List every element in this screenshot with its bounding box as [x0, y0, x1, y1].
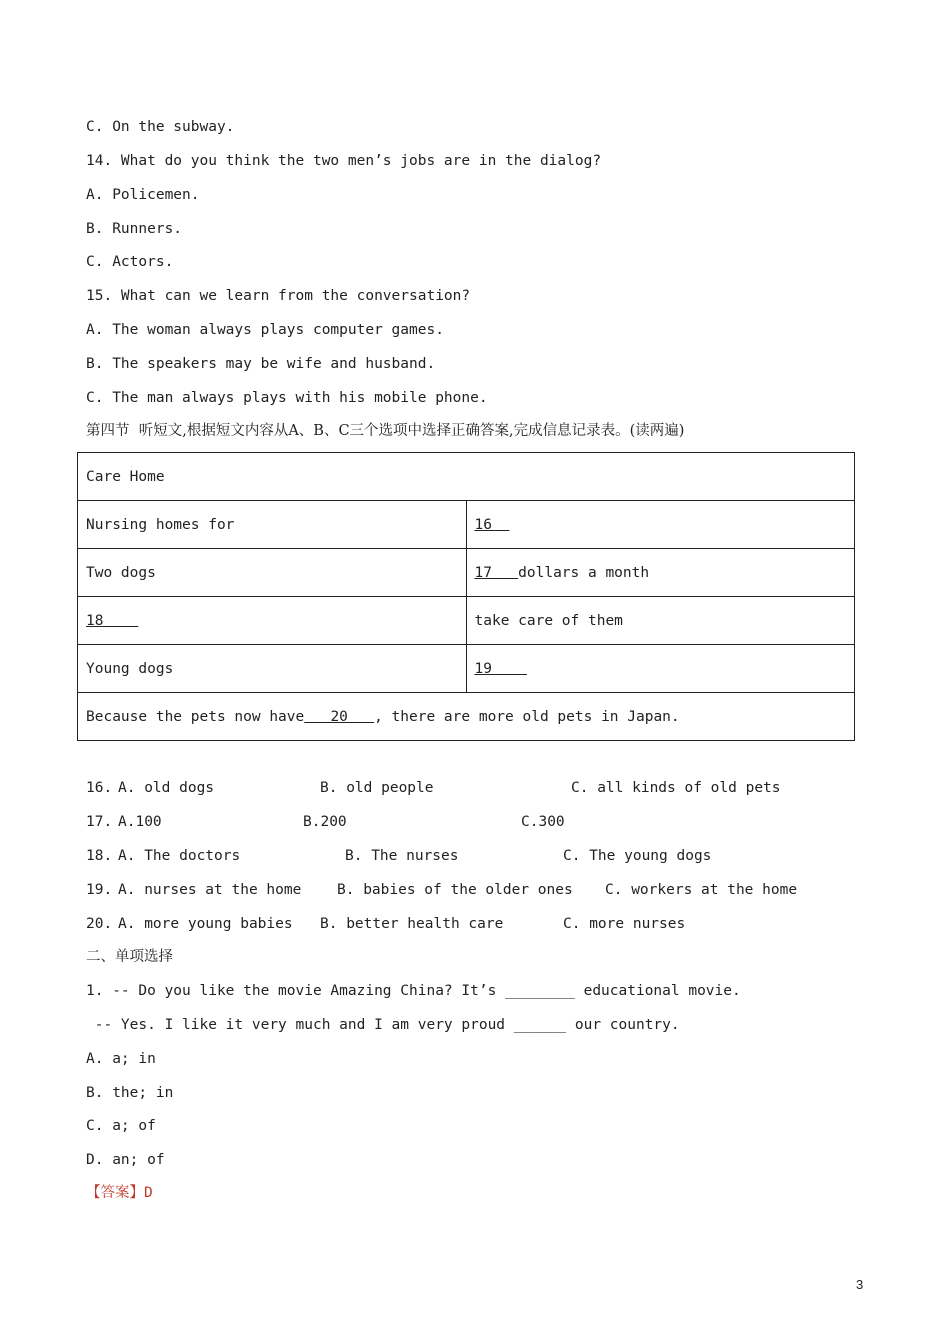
q14-question: 14. What do you think the two men’s jobs are in the dialog? — [86, 153, 602, 169]
table-row — [78, 597, 855, 645]
q16-option-c: C. all kinds of old pets — [571, 780, 781, 796]
q16-option-a: A. old dogs — [118, 780, 215, 796]
q20-option-c: C. more nurses — [563, 916, 686, 932]
table-cell: Two dogs — [78, 549, 467, 597]
mc-q1-option-c: C. a; of — [86, 1118, 156, 1134]
answer-value: D — [144, 1185, 153, 1201]
q14-option-a: A. Policemen. — [86, 187, 200, 203]
mc-q1-line1: 1. -- Do you like the movie Amazing China? It’s ________ educational movie. — [86, 983, 741, 999]
q13-option-c: C. On the subway. — [86, 119, 235, 135]
q19-option-c: C. workers at the home — [605, 882, 798, 898]
blank-20: 20 — [304, 708, 375, 725]
answer-line — [86, 1183, 153, 1203]
q14-option-c: C. Actors. — [86, 254, 174, 270]
q15-option-a: A. The woman always plays computer games. — [86, 322, 444, 338]
mc-q1-option-b: B. the; in — [86, 1085, 174, 1101]
q19-option-b: B. babies of the older ones — [337, 882, 573, 898]
q15-option-b: B. The speakers may be wife and husband. — [86, 356, 436, 372]
q20-option-b: B. better health care — [320, 916, 504, 932]
mc-q1-line2: -- Yes. I like it very much and I am very proud ______ our country. — [86, 1017, 680, 1033]
q18-option-a: A. The doctors — [118, 848, 241, 864]
q20-num: 20. — [86, 916, 113, 932]
table-row — [78, 645, 855, 693]
table-cell: take care of them — [466, 597, 855, 645]
table-cell — [466, 645, 855, 693]
q19-num: 19. — [86, 882, 113, 898]
part2-heading: 二、单项选择 — [86, 949, 173, 965]
q17-option-a: A.100 — [118, 814, 162, 830]
q17-num: 17. — [86, 814, 113, 830]
blank-19: 19 — [474, 660, 527, 677]
table-row — [78, 549, 855, 597]
q19-option-a: A. nurses at the home — [118, 882, 302, 898]
q20-option-a: A. more young babies — [118, 916, 293, 932]
page-number: 3 — [856, 1277, 864, 1292]
q16-option-b: B. old people — [320, 780, 434, 796]
q18-num: 18. — [86, 848, 113, 864]
table-title: Care Home — [78, 453, 855, 501]
q15-question: 15. What can we learn from the conversation? — [86, 288, 471, 304]
care-home-table — [77, 452, 855, 741]
blank-18: 18 — [86, 612, 139, 629]
table-cell: Young dogs — [78, 645, 467, 693]
table-row — [78, 501, 855, 549]
q18-option-b: B. The nurses — [345, 848, 459, 864]
footer-text: Because the pets now have — [86, 708, 305, 725]
q14-option-b: B. Runners. — [86, 221, 183, 237]
q17-option-c: C.300 — [521, 814, 565, 830]
blank-16: 16 — [474, 516, 510, 533]
blank-17: 17 — [474, 564, 519, 581]
q16-num: 16. — [86, 780, 113, 796]
table-cell — [466, 549, 855, 597]
q17-option-b: B.200 — [303, 814, 347, 830]
q18-option-c: C. The young dogs — [563, 848, 712, 864]
table-cell: Nursing homes for — [78, 501, 467, 549]
answer-label: 【答案】 — [86, 1185, 144, 1201]
table-row — [78, 693, 855, 741]
table-cell — [78, 597, 467, 645]
section4-heading: 第四节 听短文,根据短文内容从A、B、C三个选项中选择正确答案,完成信息记录表。(读两遍) — [86, 423, 685, 439]
cell-text: dollars a month — [518, 564, 650, 581]
table-cell — [466, 501, 855, 549]
footer-text: , there are more old pets in Japan. — [374, 708, 680, 725]
table-row — [78, 453, 855, 501]
q15-option-c: C. The man always plays with his mobile phone. — [86, 390, 488, 406]
mc-q1-option-d: D. an; of — [86, 1152, 165, 1168]
mc-q1-option-a: A. a; in — [86, 1051, 156, 1067]
table-footer — [78, 693, 855, 741]
